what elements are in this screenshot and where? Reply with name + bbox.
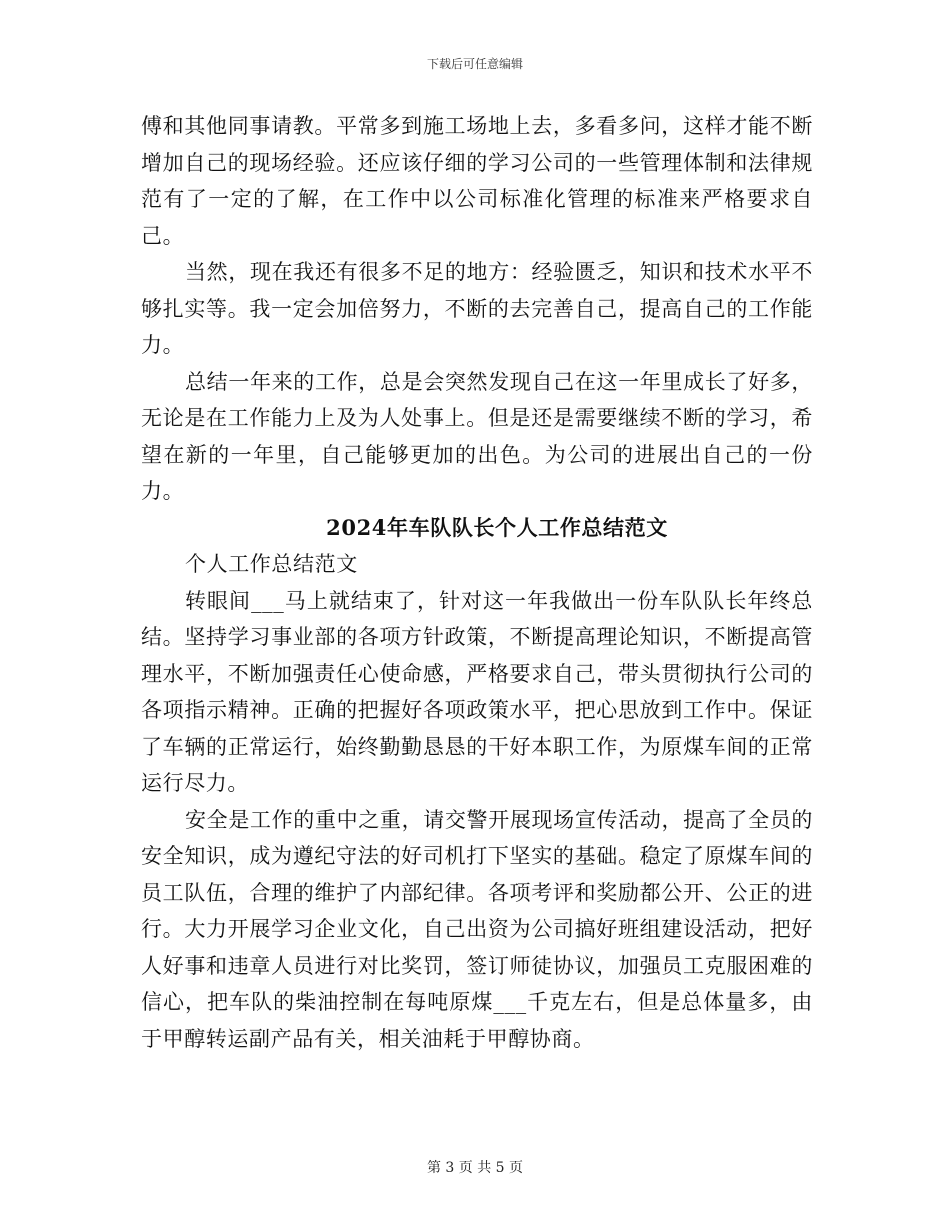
header-note: 下载后可任意编辑 <box>426 57 523 71</box>
section-title: 2024年车队队长个人工作总结范文 <box>326 514 668 540</box>
page-number-footer: 第 3 页 共 5 页 <box>426 1160 524 1176</box>
paragraph-continuation: 傅和其他同事请教。平常多到施工场地上去，多看多问，这样才能不断增加自己的现场经验。还应该仔细的学习公司的一些管理体制和法律规范有了一定的了解，在工作中以公司标准化管理的标准来严格要求自己。 <box>141 114 813 248</box>
paragraph-shortcomings: 当然，现在我还有很多不足的地方：经验匮乏，知识和技术水平不够扎实等。我一定会加倍努力，不断的去完善自己，提高自己的工作能力。 <box>141 260 813 357</box>
section-subtitle: 个人工作总结范文 <box>185 552 358 576</box>
document-body <box>141 108 813 1057</box>
paragraph-summary: 总结一年来的工作，总是会突然发现自己在这一年里成长了好多，无论是在工作能力上及为人处事上。但是还是需要继续不断的学习，希望在新的一年里，自己能够更加的出色。为公司的进展出自己的一份力。 <box>141 369 813 503</box>
paragraph-safety: 安全是工作的重中之重，请交警开展现场宣传活动，提高了全员的安全知识，成为遵纪守法的好司机打下坚实的基础。稳定了原煤车间的员工队伍，合理的维护了内部纪律。各项考评和奖励都公开、公正的进行。大力开展学习企业文化，自己出资为公司搞好班组建设活动，把好人好事和违章人员进行对比奖罚，签订师徒协议，加强员工克服困难的信心，把车队的柴油控制在每吨原煤___千克左右，但是总体量多，由于甲醇转运副产品有关，相关油耗于甲醇协商。 <box>141 807 813 1051</box>
paragraph-year-review: 转眼间___马上就结束了，针对这一年我做出一份车队队长年终总结。坚持学习事业部的各项方针政策，不断提高理论知识，不断提高管理水平，不断加强责任心使命感，严格要求自己，带头贯彻执行公司的各项指示精神。正确的把握好各项政策水平，把心思放到工作中。保证了车辆的正常运行，始终勤勤恳恳的干好本职工作，为原煤车间的正常运行尽力。 <box>141 588 813 795</box>
